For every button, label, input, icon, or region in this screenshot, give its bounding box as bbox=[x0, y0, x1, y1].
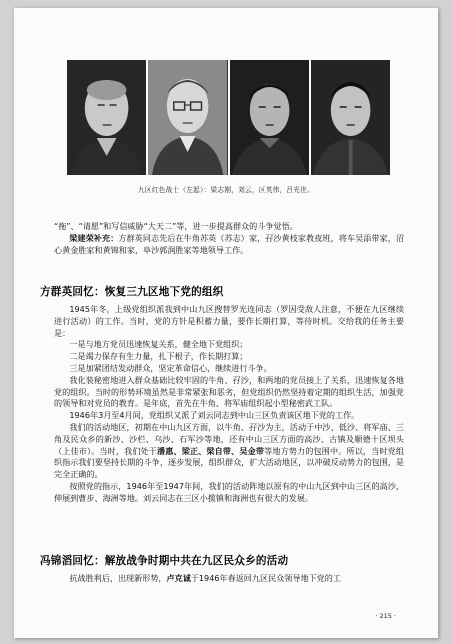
text-block-3 bbox=[54, 573, 404, 585]
speaker-name: 梁建荣补充： bbox=[69, 232, 119, 243]
paragraph-text: 方群英同志先后在牛角苏英（苏志）家，孖沙黄枝家教夜班，将车吴添带家，沼心黄金胜家和黄锦和家，阜沙郭润胜家等地领导工作。 bbox=[54, 232, 404, 255]
document-page bbox=[14, 8, 438, 638]
photo-strip bbox=[67, 60, 390, 175]
portrait-photo-4 bbox=[311, 60, 390, 175]
paragraph bbox=[54, 233, 404, 257]
paragraph bbox=[54, 573, 404, 585]
list-item: 二是竭力保存有生力量，扎下根子，作长期打算； bbox=[69, 351, 248, 362]
paragraph bbox=[54, 422, 404, 481]
photo-caption: 九区红色战士（左起）：梁志刚，刘云，区英伟，吕光世。 bbox=[138, 186, 314, 194]
paragraph: 1945年冬，上级党组织派我到中山九区搜替罗光连同志（罗因受敌人注意，不便在九区继续进行活动）的工作。当时，党的方针是积蓄力量，要作长期打算，等待时机。交给我的任务主要是： bbox=[54, 304, 404, 338]
emphasized-name: 卢克诚 bbox=[166, 573, 191, 583]
paragraph-text: 于1946年春返回九区民众领导地下党的工 bbox=[190, 573, 341, 583]
paragraph-text: 等地方势力的包围中。所以，当时党组织指示我们要坚持长期的斗争，逐步发展，组织群众，扩大活动地区，以冲破反动势力的包围，是完全正确的。 bbox=[54, 445, 404, 480]
text-block-2 bbox=[54, 304, 404, 505]
emphasized-names: 潘惠、梁正、梁自带、吴金带 bbox=[157, 445, 265, 456]
paragraph: 1946年3月至4月间，党组织又派了刘云同志到中山三区负责该区地下党的工作。 bbox=[69, 410, 360, 421]
portrait-photo-2 bbox=[148, 60, 227, 175]
paragraph: “拖”、“请愿”和写信威胁“大天二”等，进一步提高群众的斗争觉悟。 bbox=[54, 221, 298, 231]
section-heading: 方群英回忆：恢复三九区地下党的组织 bbox=[40, 286, 224, 298]
portrait-photo-3 bbox=[230, 60, 309, 175]
paragraph-text: 抗战胜利后，出现新形势， bbox=[69, 573, 167, 583]
text-block-1 bbox=[54, 221, 404, 256]
list-item: 一是与地方党员迅速恢复关系，健全地下党组织； bbox=[69, 339, 248, 350]
paragraph-text: 我们的活动地区，初期在中山九区方面，以牛角、孖沙为主，活动于中沙、低沙、将军庙、三角及民众乡的新沙、沙栏、乌沙、石军沙等地，还有中山三区方面的高沙、古镇及顺德十区坝头（上佳市）。当时，我们处于 bbox=[54, 421, 404, 456]
paragraph: 按照党的指示，1946年至1947年间，我们的活动阵地以原有的中山九区到中山三区的高沙，伸展到曹步、海洲等地。刘云同志在三区小揽镇和海洲也有很大的发展。 bbox=[54, 480, 404, 503]
page-number: · 215 · bbox=[375, 612, 396, 620]
paragraph: 我化装秘密地进入群众基础比较牢固的牛角、孖沙，和两地的党员接上了关系，迅速恢复各地党的组织。当时的形势环境虽然是非常紧张和恶劣，但党组织仍然坚持着定期的组织生活，加强党的领导和对党员的教育。是年底，首先在牛角、将军庙组织起小型秘密武工队。 bbox=[54, 374, 404, 409]
list-item: 三是加紧团结发动群众，坚定革命信心，继续进行斗争。 bbox=[69, 362, 272, 373]
section-heading: 冯锦滔回忆：解放战争时期中共在九区民众乡的活动 bbox=[40, 555, 289, 567]
portrait-photo-1 bbox=[67, 60, 146, 175]
